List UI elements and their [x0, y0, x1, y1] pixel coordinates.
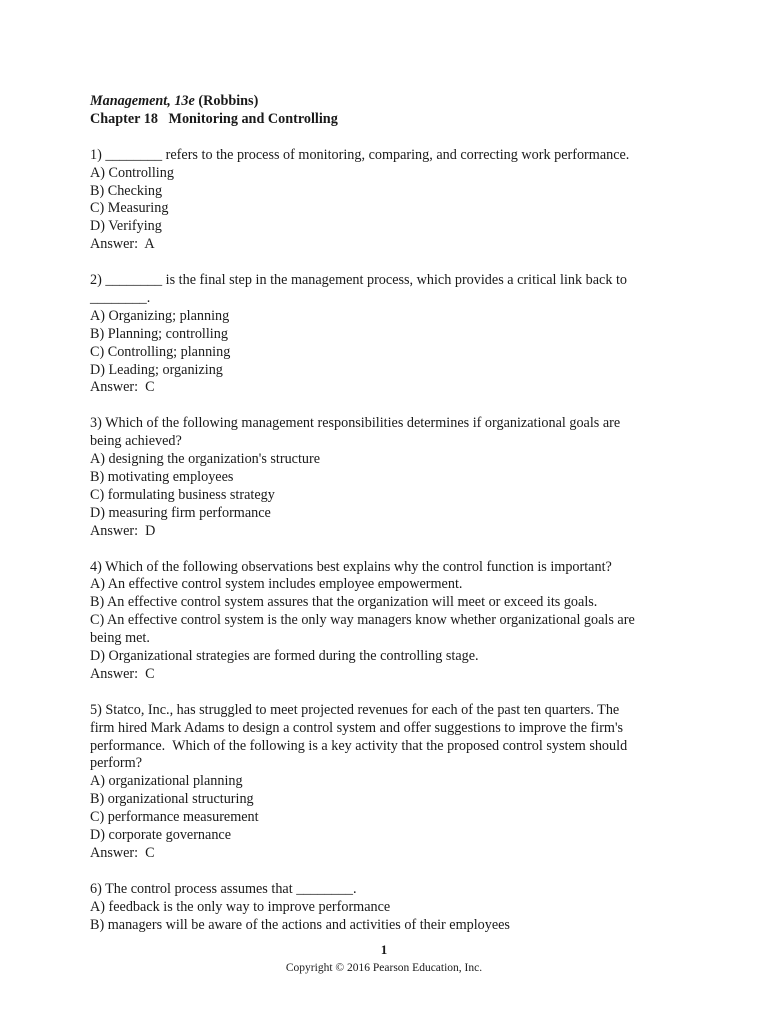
question-stem-line: 4) Which of the following observations best explains why the control function is important? [90, 558, 612, 575]
question-stem-line: 2) ________ is the final step in the management process, which provides a critical link back to [90, 272, 628, 289]
answer-key: Answer: D [90, 522, 156, 539]
answer-option: B) An effective control system assures that the organization will meet or exceed its goals. [90, 594, 598, 611]
answer-key: Answer: C [90, 844, 155, 861]
answer-option: A) Controlling [90, 164, 174, 181]
book-title-line [90, 93, 680, 111]
question-block [90, 881, 680, 935]
answer-option: A) feedback is the only way to improve performance [90, 898, 391, 915]
chapter-title: Chapter 18 Monitoring and Controlling [90, 110, 338, 127]
question-stem-line: performance. Which of the following is a key activity that the proposed control system should [90, 737, 628, 754]
page-number: 1 [380, 942, 388, 957]
question-block [90, 702, 680, 863]
copyright-notice: Copyright © 2016 Pearson Education, Inc. [285, 962, 483, 974]
answer-option: B) Checking [90, 182, 163, 199]
question-stem-line: 6) The control process assumes that ________. [90, 880, 357, 897]
answer-option: B) motivating employees [90, 468, 234, 485]
answer-option: D) Organizational strategies are formed during the controlling stage. [90, 648, 479, 665]
answer-option: C) performance measurement [90, 809, 259, 826]
answer-option: D) measuring firm performance [90, 504, 271, 521]
question-stem-line: 3) Which of the following management responsibilities determines if organizational goals are [90, 415, 621, 432]
answer-key: Answer: C [90, 379, 155, 396]
answer-option: A) organizational planning [90, 773, 243, 790]
question-stem-line: 5) Statco, Inc., has struggled to meet projected revenues for each of the past ten quarters. The [90, 701, 620, 718]
answer-option: B) organizational structuring [90, 791, 254, 808]
answer-key: Answer: C [90, 665, 155, 682]
answer-option: being met. [90, 630, 150, 647]
answer-option: C) Controlling; planning [90, 343, 231, 360]
question-stem-line: ________. [90, 289, 151, 306]
answer-option: B) managers will be aware of the actions and activities of their employees [90, 916, 510, 933]
question-block [90, 415, 680, 540]
question-stem-line: firm hired Mark Adams to design a control system and offer suggestions to improve the firm's [90, 719, 624, 736]
answer-option: A) An effective control system includes employee empowerment. [90, 576, 463, 593]
question-block [90, 272, 680, 397]
question-block [90, 147, 680, 254]
answer-option: D) Leading; organizing [90, 361, 223, 378]
answer-option: A) designing the organization's structure [90, 451, 321, 468]
page-content [90, 93, 680, 935]
question-stem-line: 1) ________ refers to the process of monitoring, comparing, and correcting work performance. [90, 146, 630, 163]
answer-option: C) formulating business strategy [90, 486, 275, 503]
book-author: (Robbins) [198, 93, 259, 109]
answer-key: Answer: A [90, 236, 155, 253]
question-block [90, 559, 680, 684]
question-list [90, 147, 680, 935]
answer-option: C) Measuring [90, 200, 169, 217]
question-stem-line: perform? [90, 755, 142, 772]
question-stem-line: being achieved? [90, 433, 182, 450]
answer-option: A) Organizing; planning [90, 307, 230, 324]
book-title: Management, 13e [90, 93, 195, 109]
answer-option: D) Verifying [90, 218, 162, 235]
answer-option: B) Planning; controlling [90, 325, 228, 342]
answer-option: D) corporate governance [90, 827, 232, 844]
answer-option: C) An effective control system is the only way managers know whether organizational goals are [90, 612, 635, 629]
